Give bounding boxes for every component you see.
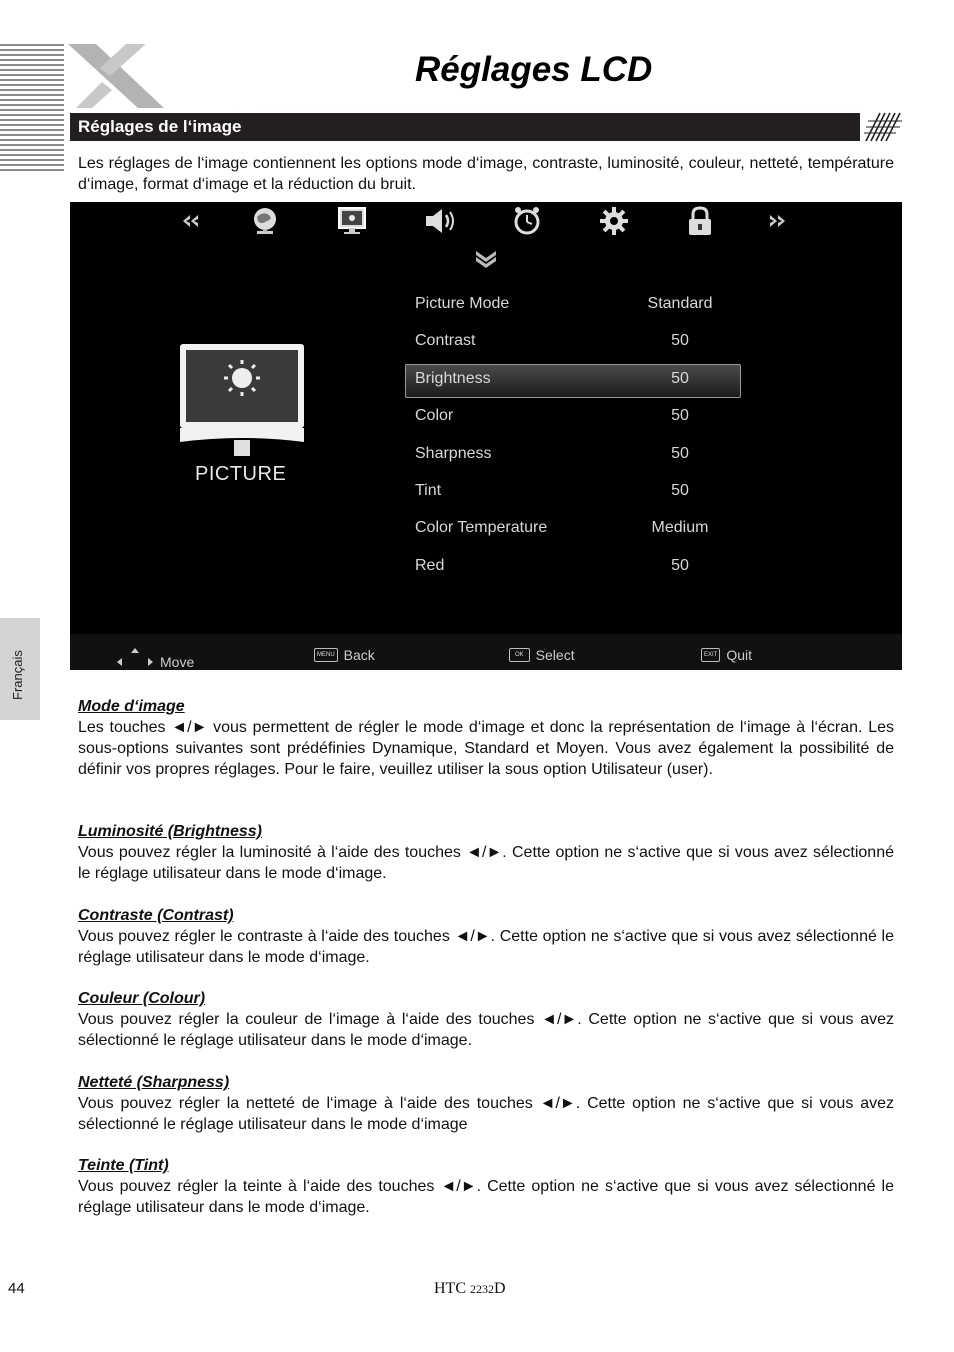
- menu-row-label[interactable]: Brightness: [415, 370, 491, 387]
- menu-row-value: Standard: [647, 295, 713, 312]
- hatch-decoration-icon: [862, 111, 904, 143]
- header-stripes: [0, 44, 64, 172]
- menu-row-value: 50: [671, 557, 689, 574]
- chevrons-down-icon: [475, 250, 497, 268]
- menu-row-value: 50: [671, 332, 689, 349]
- osd-screenshot: [70, 202, 902, 670]
- clock-icon[interactable]: [507, 204, 547, 238]
- section-body: Vous pouvez régler la teinte à l‘aide des touches ◄/►. Cette option ne s‘active que si vous avez sélectionné le réglage utilisateur dans le mode d‘image.: [78, 1178, 894, 1216]
- page-number: 44: [8, 1280, 25, 1297]
- menu-row-value: 50: [671, 445, 689, 462]
- section-heading: Luminosité (Brightness): [78, 823, 263, 840]
- globe-icon[interactable]: [245, 204, 285, 238]
- page-title: Réglages LCD: [415, 50, 653, 89]
- menu-row-value: 50: [671, 370, 689, 387]
- menu-row-value: Medium: [651, 519, 709, 536]
- move-label: Move: [160, 654, 195, 670]
- menu-row-label[interactable]: Sharpness: [415, 445, 492, 462]
- ok-key-icon: OK: [509, 648, 530, 662]
- osd-footer: [70, 634, 902, 670]
- model-name: [434, 1280, 506, 1298]
- section-title: Réglages de l‘image: [78, 117, 242, 136]
- chevrons-right-icon[interactable]: [758, 204, 798, 238]
- model-number: 2232: [470, 1282, 494, 1296]
- section-body: Les touches ◄/► vous permettent de régler le mode d‘image et donc la représentation de l‘image à l‘écran. Les sous-options suivantes sont prédéfinies Dynamique, Standard et Moyen. Vous avez également la possibilité de définir vos propres réglages. Pour le faire, veuillez utiliser la sous option Utilisateur (user).: [78, 719, 894, 778]
- menu-row-value: 50: [671, 482, 689, 499]
- model-main: HTC: [434, 1280, 470, 1297]
- picture-monitor-large-icon: [178, 342, 308, 460]
- select-label: Select: [535, 647, 575, 663]
- menu-row-label[interactable]: Tint: [415, 482, 442, 499]
- section-heading: Mode d‘image: [78, 698, 185, 715]
- lock-icon[interactable]: [680, 204, 720, 238]
- model-suffix: D: [494, 1280, 506, 1297]
- menu-row-label[interactable]: Picture Mode: [415, 295, 510, 312]
- section-heading: Couleur (Colour): [78, 990, 206, 1007]
- quit-label: Quit: [726, 647, 753, 663]
- intro-paragraph: Les réglages de l‘image contiennent les options mode d‘image, contraste, luminosité, couleur, netteté, température d‘image, format d‘image et la réduction du bruit.: [78, 155, 894, 193]
- menu-row-value: 50: [671, 407, 689, 424]
- select-hint[interactable]: [509, 647, 575, 663]
- section-body: Vous pouvez régler le contraste à l‘aide des touches ◄/►. Cette option ne s‘active que si vous avez sélectionné le réglage utilisateur dans le mode d‘image.: [78, 928, 894, 966]
- menu-row-label[interactable]: Red: [415, 557, 445, 574]
- section-body: Vous pouvez régler la couleur de l‘image à l‘aide des touches ◄/►. Cette option ne s‘active que si vous avez sélectionné le réglage utilisateur dans le mode d‘image.: [78, 1011, 894, 1049]
- back-label: Back: [343, 647, 375, 663]
- back-hint[interactable]: [314, 647, 375, 663]
- move-arrows-icon: [116, 647, 154, 670]
- exit-key-icon: EXIT: [701, 648, 720, 662]
- section-body: Vous pouvez régler la netteté de l‘image à l‘aide des touches ◄/►. Cette option ne s‘active que si vous avez sélectionné le réglage utilisateur dans le mode d‘image: [78, 1095, 894, 1133]
- menu-key-icon: MENU: [314, 648, 338, 662]
- menu-row-label[interactable]: Color Temperature: [415, 519, 548, 536]
- menu-row-label[interactable]: Contrast: [415, 332, 476, 349]
- section-heading: Netteté (Sharpness): [78, 1074, 230, 1091]
- section-heading: Teinte (Tint): [78, 1157, 169, 1174]
- picture-monitor-icon[interactable]: [332, 204, 372, 238]
- picture-label: PICTURE: [195, 463, 287, 485]
- quit-hint[interactable]: [701, 647, 752, 663]
- move-hint: [116, 647, 194, 670]
- section-heading: Contraste (Contrast): [78, 907, 234, 924]
- gear-icon[interactable]: [594, 204, 634, 238]
- language-label: Français: [10, 650, 25, 700]
- speaker-icon[interactable]: [420, 204, 460, 238]
- chevrons-left-icon[interactable]: [170, 204, 210, 238]
- section-body: Vous pouvez régler la luminosité à l‘aide des touches ◄/►. Cette option ne s‘active que si vous avez sélectionné le réglage utilisateur dans le mode d‘image.: [78, 844, 894, 882]
- xoro-logo-icon: [66, 40, 166, 110]
- menu-row-label[interactable]: Color: [415, 407, 454, 424]
